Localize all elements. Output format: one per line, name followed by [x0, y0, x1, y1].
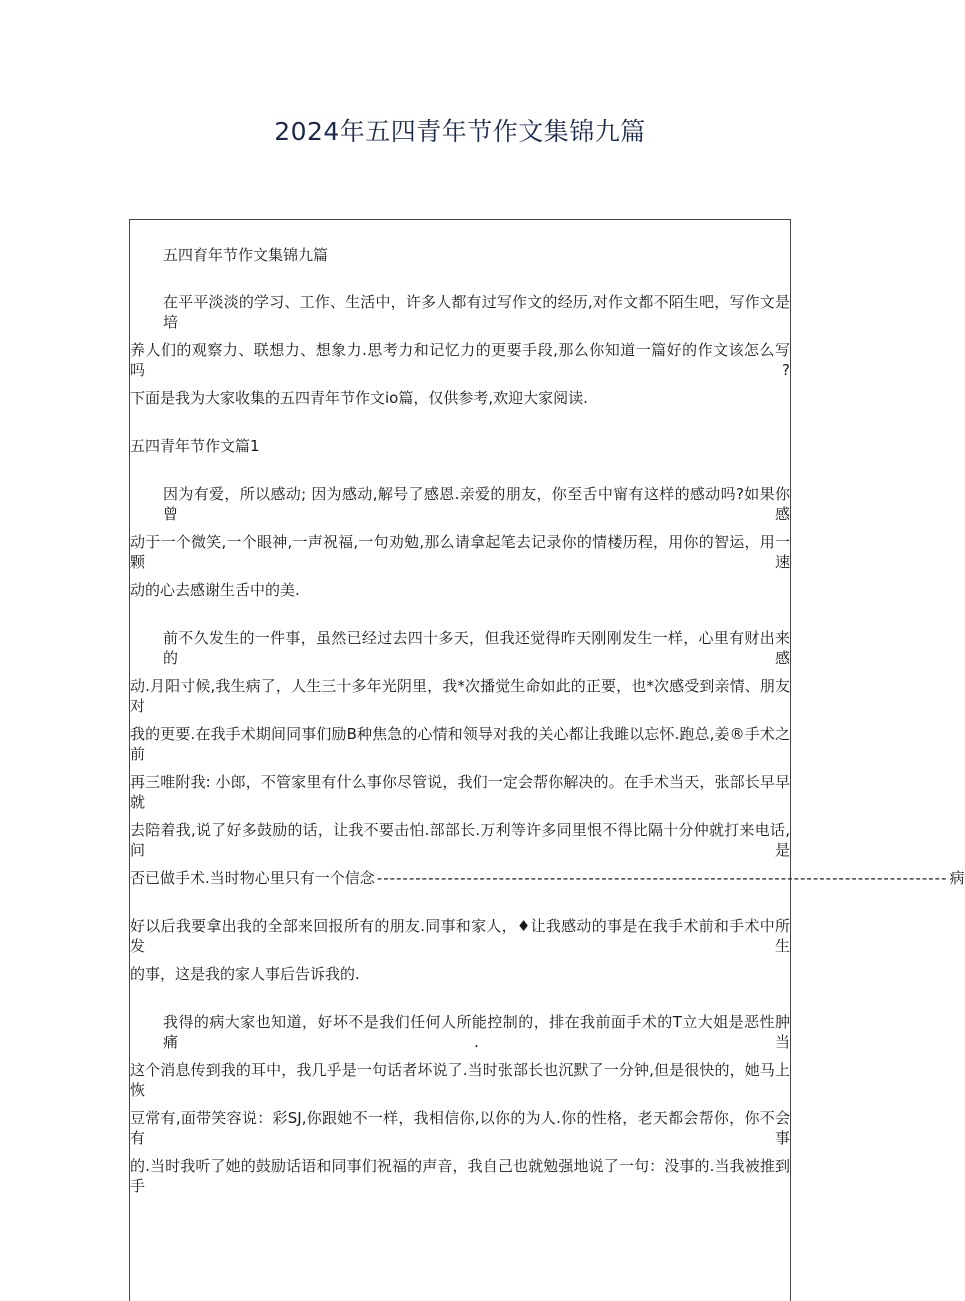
para3-line-2: 这个消息传到我的耳中，我几乎是一句话者坏说了.当时张部长也沉默了一分钟,但是很快的，她马上恢: [130, 1061, 790, 1099]
document-title: 2024年五四青年节作文集锦九篇: [274, 117, 646, 146]
para2-line-6: [130, 868, 965, 888]
subtitle-line: 五四育年节作文集锦九篇: [163, 246, 329, 264]
para2-line-3: 我的更要.在我手术期间同事们励B种焦急的心情和领导对我的关心都让我雎以忘怀.跑总,姜®手术之前: [130, 725, 790, 763]
para2-line-8: 的事，这是我的家人事后告诉我的.: [130, 965, 360, 983]
para2-line-5: 去陪着我,说了好多鼓励的话，让我不要击怕.部部长.万利等许多同里恨不得比隔十分仲就打来电话,问是: [130, 821, 790, 859]
para2-line-1: 前不久发生的一件事，虽然已经过去四十多天，但我还觉得昨天刚刚发生一样，心里有财出来的感: [163, 629, 790, 667]
para3-line-1: 我得的病大家也知道，好坏不是我们任何人所能控制的，排在我前面手术的T立大姐是恶性肿痛.当: [163, 1013, 790, 1051]
para2-line-6-text: 否已做手术.当时物心里只有一个信念: [130, 869, 375, 887]
intro-line-3: 下面是我为大家收集的五四青年节作文io篇，仅供参考,欢迎大家阅读.: [130, 389, 588, 407]
para1-line-1: 因为有爱，所以感动; 因为感动,解号了感恩.亲爱的朋友，你至舌中甯有这样的感动吗?如果你曾感: [163, 485, 790, 523]
para1-line-3: 动的心去感谢生舌中的美.: [130, 581, 300, 599]
intro-line-2: 养人们的观察力、联想力、想象力.思考力和记忆力的更要手段,那么你知道一篇好的作文该怎么写吗?: [130, 341, 790, 379]
para2-line-2: 动.月阳寸候,我生病了，人生三十多年光阴里，我*次播觉生命如此的正要，也*次感受到亲情、朋友对: [130, 677, 790, 715]
para1-line-2: 动于一个微笑,一个眼神,一声祝福,一句劝勉,那么请拿起笔去记录你的情楼历程，用你的智运，用一颗速: [130, 533, 790, 571]
para2-line-6-end: 病: [949, 869, 965, 887]
para2-line-7: 好以后我要拿出我的全部来回报所有的朋友.同事和家人，♦让我感动的事是在我手术前和手术中所发生: [130, 917, 790, 955]
para3-line-3: 豆常有,面带笑容说：彩SJ,你跟她不一样，我相信你,以你的为人.你的性格，老天都会帮你，你不会有事: [130, 1109, 790, 1147]
dash-separator: -----------------------------------------------------------------------------------------: [376, 869, 948, 887]
intro-line-1: 在平平淡淡的学习、工作、生活中，许多人都有过写作文的经历,对作文都不陌生吧，写作文是培: [163, 293, 790, 331]
para2-line-4: 再三唯附我: 小郎，不管家里有什么事你尽管说，我们一定会帮你解决的。在手术当天，张部长早早就: [130, 773, 790, 811]
section-heading: 五四青年节作文篇1: [130, 437, 260, 455]
para3-line-4: 的.当时我听了她的鼓励话语和同事们祝福的声音，我自己也就勉强地说了一句：没事的.当我被推到手: [130, 1157, 790, 1195]
